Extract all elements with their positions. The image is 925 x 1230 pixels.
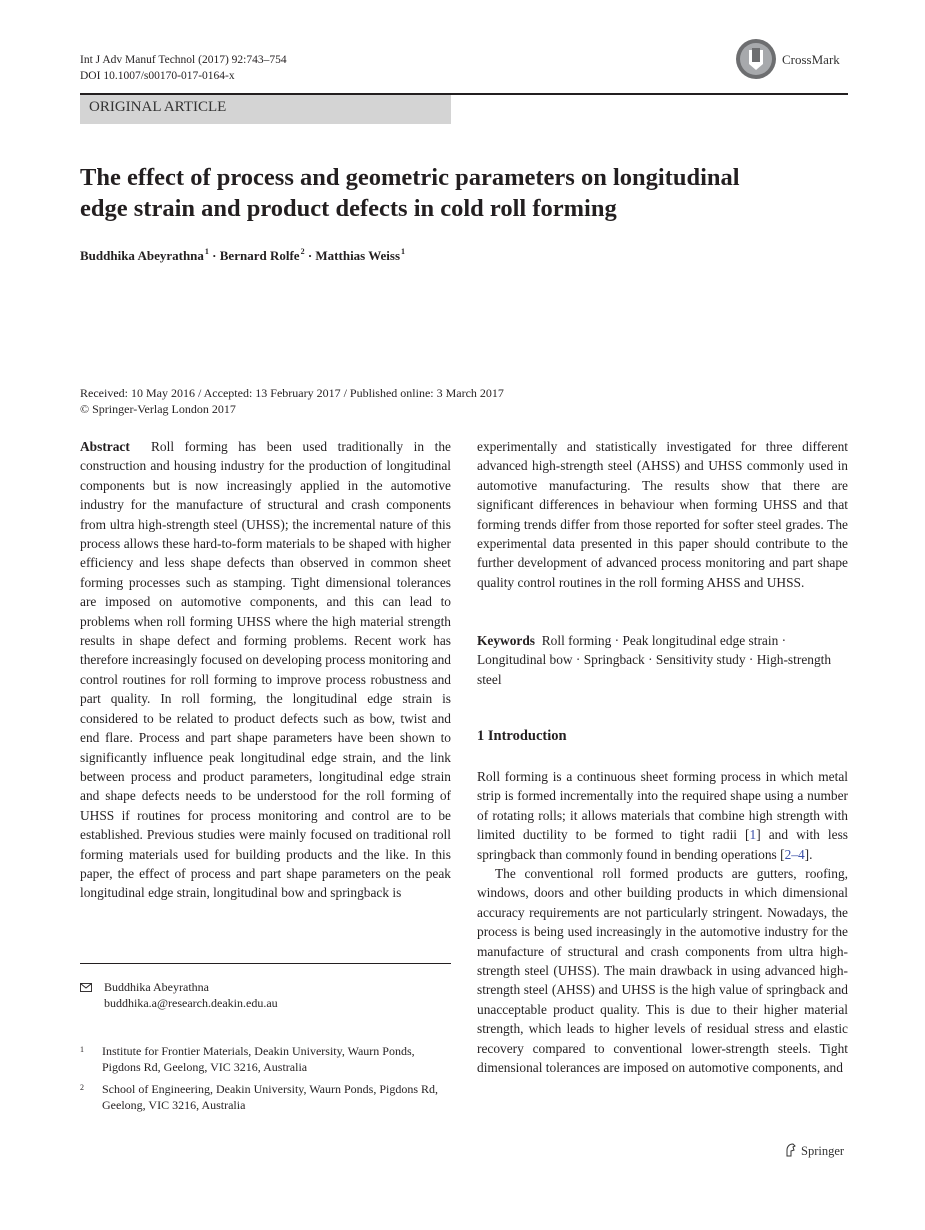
article-type-banner (80, 95, 451, 124)
envelope-icon (80, 983, 92, 992)
author-affiliation-mark: 1 (401, 247, 406, 256)
journal-citation: Int J Adv Manuf Technol (2017) 92:743–754 (80, 54, 287, 66)
paragraph-text: The conventional roll formed products are gutters, roofing, windows, doors and other building products in which dimensional accuracy requirements are not particularly stringent. Nowadays, the process is being used increasingly in the automotive industry for the manufacture of structural and crash components from ultra high-strength steel (UHSS). The main drawback in using advanced high-strength steel (AHSS) and UHSS is the high value of springback and unacceptable product quality. This is due to their higher material strength, which leads to higher levels of residual stress and elastic recovery compared to conventional lower-strength steels. Tight dimensional tolerances are imposed on automotive components, and (477, 866, 848, 1076)
author-name[interactable]: Matthias Weiss (315, 248, 401, 263)
affiliation-text: Institute for Frontier Materials, Deakin University, Waurn Ponds, Pigdons Rd, Geelong, VIC 3216, Australia (102, 1044, 415, 1074)
doi[interactable]: DOI 10.1007/s00170-017-0164-x (80, 70, 235, 82)
abstract-text-right: experimentally and statistically investigated for three different advanced high-strength steel (AHSS) and UHSS commonly used in automotive manufacturing. The results show that there are significant differences in behaviour when forming UHSS and that forming trends differ from those reported for softer steel grades. The experimental data presented in this paper should contribute to the further development of advanced process monitoring and part shape quality control routines in the roll forming AHSS and UHSS. (477, 439, 848, 590)
author-name[interactable]: Buddhika Abeyrathna (80, 248, 204, 263)
author-affiliation-mark: 2 (300, 247, 305, 256)
crossmark-label: CrossMark (782, 52, 840, 67)
abstract-left-column (80, 437, 451, 903)
history-dates: Received: 10 May 2016 / Accepted: 13 February 2017 / Published online: 3 March 2017 (80, 386, 504, 400)
correspondence-name: Buddhika Abeyrathna (104, 980, 209, 994)
affiliation-number: 1 (80, 1045, 84, 1054)
copyright: © Springer-Verlag London 2017 (80, 401, 236, 416)
publisher-logo (785, 1143, 844, 1159)
author-separator: · (208, 248, 220, 263)
author-name[interactable]: Bernard Rolfe (219, 248, 300, 263)
correspondence-email[interactable]: buddhika.a@research.deakin.edu.au (104, 995, 278, 1010)
author-separator: · (304, 248, 316, 263)
affiliation-number: 2 (80, 1083, 84, 1092)
article-title (80, 162, 840, 224)
author-affiliation-mark: 1 (204, 247, 209, 256)
abstract-label: Abstract (80, 439, 130, 454)
publisher-name: Springer (801, 1144, 845, 1158)
section-heading-introduction: 1 Introduction (477, 728, 567, 744)
citation-link[interactable]: 2–4 (784, 846, 805, 862)
journal-info (80, 52, 287, 84)
paragraph-text: ]. (804, 846, 813, 862)
affiliation-text: School of Engineering, Deakin University, Waurn Ponds, Pigdons Rd, Geelong, VIC 3216, Australia (102, 1082, 439, 1112)
keywords-block (477, 631, 848, 689)
paragraph-text: Roll forming is a continuous sheet forming process in which metal strip is formed incrementally into the required shape using a number of rotating rolls; it allows materials that combine high strength with limited ductility to be formed to tight radii [ (477, 769, 848, 843)
footnote-rule (80, 963, 451, 964)
paragraph-text: ] and with less springback than commonly found in bending operations [ (477, 827, 848, 862)
springer-horse-icon (785, 1143, 797, 1157)
publication-dates (80, 386, 504, 417)
keywords-text: Roll forming · Peak longitudinal edge strain · Longitudinal bow · Springback · Sensitivity study · High-strength steel (477, 633, 832, 687)
citation-link[interactable]: 1 (749, 827, 757, 843)
abstract-right-column (477, 437, 848, 592)
paragraph (477, 767, 848, 864)
crossmark-badge[interactable] (735, 38, 855, 82)
title-line-2: edge strain and product defects in cold roll forming (80, 195, 617, 222)
abstract-text-left: Roll forming has been used traditionally in the construction and housing industry for the production of longitudinal components but is now increasingly applied in the automotive industry for the manufacture of structural and crash components from ultra high-strength steel (UHSS); the incremental nature of this process allows these hard-to-form materials to be shaped with higher efficiency and less shape defects than observed in common sheet forming processes such as stamping. Tight dimensional tolerances are imposed on automotive components, and this can lead to problems when roll forming UHSS where the high material strength results in shape defect and forming problems. Recent work has therefore increasingly focused on developing process monitoring and control routines for roll forming to improve process robustness and part quality. In roll forming, the longitudinal edge strain is considered to be related to product defects such as bow, twist and end flare. Process and part shape parameters have been shown to significantly influence peak longitudinal edge strain, and the link between process and product parameters, longitudinal edge strain and shape defects needs to be understood for the roll forming of UHSS if routines for process monitoring and control are to be established. Previous studies were mainly focused on traditional roll forming materials used for building products and the like. In this paper, the effect of process and part shape parameters on the peak longitudinal edge strain, longitudinal bow and springback is (80, 439, 451, 901)
crossmark-icon (735, 38, 777, 80)
paragraph (477, 864, 848, 1077)
author-list (80, 247, 405, 264)
article-type-label: ORIGINAL ARTICLE (89, 99, 227, 115)
title-line-1: The effect of process and geometric parameters on longitudinal (80, 164, 740, 191)
introduction-body (477, 767, 848, 1078)
keywords-label: Keywords (477, 633, 536, 648)
